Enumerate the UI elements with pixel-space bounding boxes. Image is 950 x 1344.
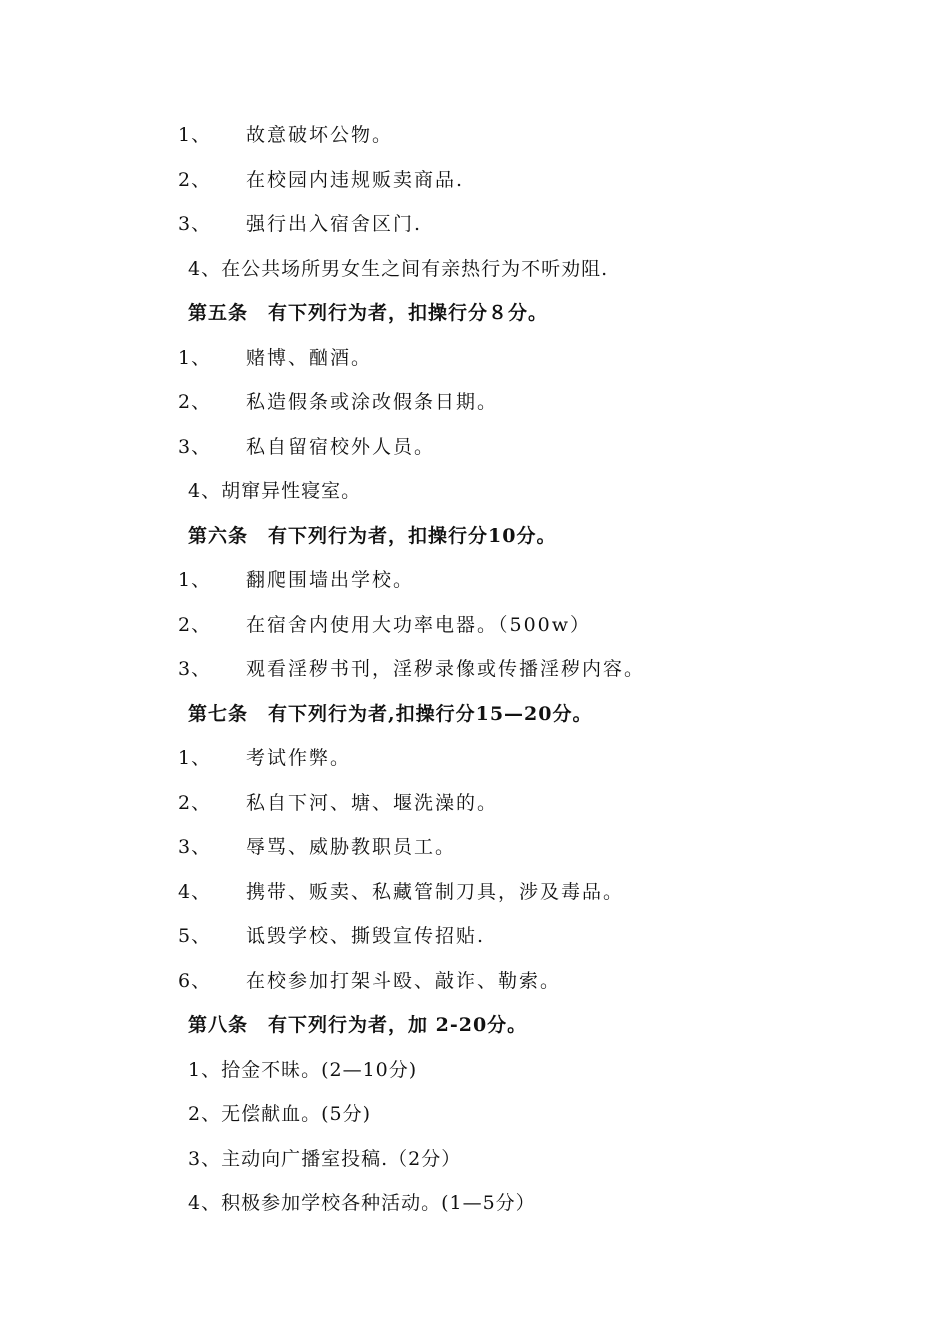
- item-text: 在宿舍内使用大功率电器。（500w）: [246, 613, 592, 636]
- item-text: 考试作弊。: [246, 747, 352, 769]
- list-item: [0, 603, 950, 648]
- document-body: [0, 113, 950, 1226]
- item-text: 在校园内违规贩卖商品.: [246, 168, 465, 191]
- article-7-heading-row: [0, 692, 950, 737]
- list-item: [0, 647, 950, 692]
- list-item: [0, 781, 950, 826]
- item-number: 4、: [178, 880, 212, 903]
- item-text: 故意破坏公物。: [246, 124, 394, 146]
- item-text: 4、在公共场所男女生之间有亲热行为不听劝阻.: [188, 257, 609, 280]
- list-item: [0, 469, 950, 514]
- item-number: 2、: [178, 791, 212, 814]
- item-text: 携带、贩卖、私藏管制刀具，涉及毒品。: [246, 880, 625, 903]
- item-text: 赌博、酗酒。: [246, 346, 373, 369]
- item-text: 1、拾金不昧。(2—10分): [188, 1058, 418, 1081]
- item-number: 1、: [178, 346, 212, 369]
- list-item: [0, 247, 950, 292]
- list-item: [0, 1048, 950, 1093]
- list-item: [0, 914, 950, 959]
- list-item: [0, 202, 950, 247]
- item-number: 1、: [178, 569, 212, 591]
- item-number: 2、: [178, 613, 212, 636]
- item-text: 私造假条或涂改假条日期。: [246, 391, 499, 413]
- item-number: 6、: [178, 969, 212, 992]
- item-number: 2、: [178, 391, 212, 413]
- article-5-heading: 第五条 有下列行为者，扣操行分８分。: [188, 302, 549, 324]
- list-item: [0, 870, 950, 915]
- item-text: 私自下河、塘、堰洗澡的。: [246, 791, 499, 814]
- list-item: [0, 1092, 950, 1137]
- item-number: 3、: [178, 213, 212, 235]
- article-6-heading-row: [0, 514, 950, 559]
- article-6-heading: 第六条 有下列行为者，扣操行分10分。: [188, 524, 557, 547]
- list-item: [0, 158, 950, 203]
- item-number: 5、: [178, 925, 212, 947]
- item-number: 2、: [178, 168, 212, 191]
- item-number: 3、: [178, 836, 212, 858]
- item-text: 2、无偿献血。(5分): [188, 1103, 372, 1125]
- item-number: 1、: [178, 747, 212, 769]
- list-item: [0, 959, 950, 1004]
- list-item: [0, 113, 950, 158]
- list-item: [0, 425, 950, 470]
- item-text: 强行出入宿舍区门.: [246, 213, 423, 235]
- list-item: [0, 380, 950, 425]
- item-text: 辱骂、威胁教职员工。: [246, 836, 457, 858]
- article-8-heading-row: [0, 1003, 950, 1048]
- item-text: 4、积极参加学校各种活动。(1—5分）: [188, 1192, 536, 1214]
- list-item: [0, 558, 950, 603]
- article-8-heading: 第八条 有下列行为者，加 2-20分。: [188, 1014, 528, 1036]
- item-number: 1、: [178, 124, 212, 146]
- item-text: 4、胡窜异性寝室。: [188, 480, 362, 502]
- list-item: [0, 336, 950, 381]
- list-item: [0, 1181, 950, 1226]
- item-text: 观看淫秽书刊，淫秽录像或传播淫秽内容。: [246, 658, 646, 680]
- article-5-heading-row: [0, 291, 950, 336]
- article-7-heading: 第七条 有下列行为者,扣操行分15—20分。: [188, 702, 593, 725]
- item-text: 私自留宿校外人员。: [246, 435, 436, 458]
- item-number: 3、: [178, 435, 212, 458]
- list-item: [0, 825, 950, 870]
- item-text: 翻爬围墙出学校。: [246, 569, 415, 591]
- item-text: 在校参加打架斗殴、敲诈、勒索。: [246, 969, 562, 992]
- list-item: [0, 1137, 950, 1182]
- item-text: 诋毁学校、撕毁宣传招贴.: [246, 925, 486, 947]
- item-number: 3、: [178, 658, 212, 680]
- list-item: [0, 736, 950, 781]
- item-text: 3、主动向广播室投稿.（2分）: [188, 1147, 462, 1170]
